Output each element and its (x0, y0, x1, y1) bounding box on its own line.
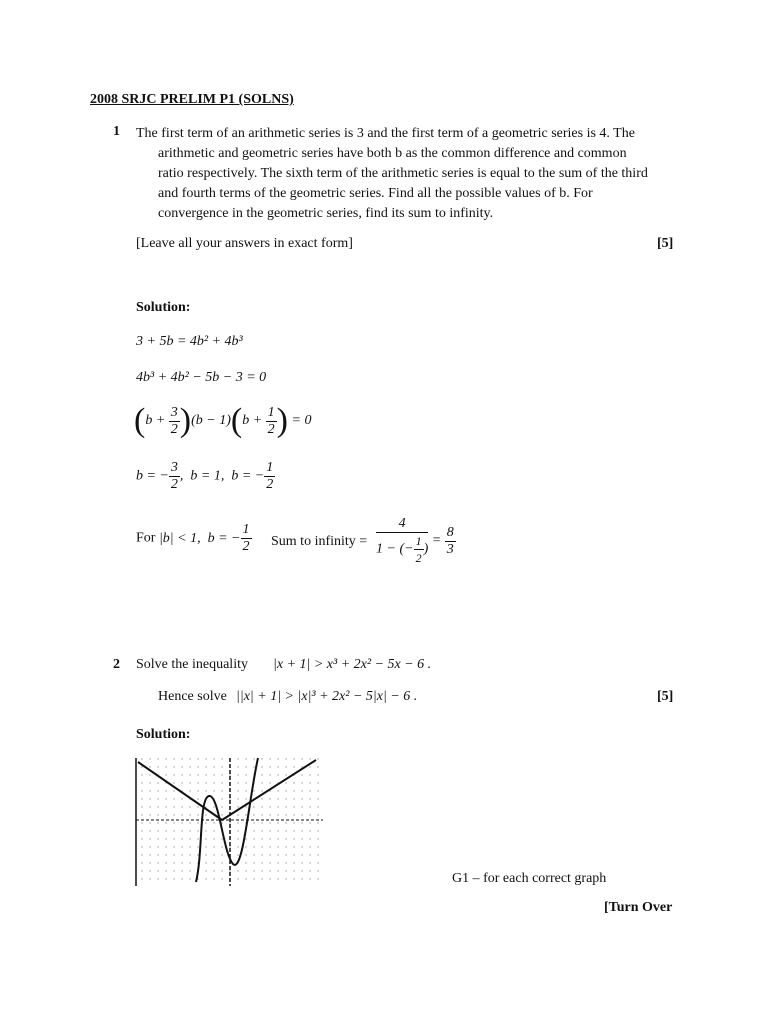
graph-note: G1 – for each correct graph (452, 871, 607, 886)
q1-convergence: For |b| < 1, b = − $\frac{1}{2}$ (136, 522, 250, 554)
solution-graph (133, 758, 323, 886)
q1-for-label: For (136, 530, 156, 546)
q2-prompt: Solve the inequality (136, 657, 248, 672)
q1-instruction: [Leave all your answers in exact form] (136, 236, 353, 251)
q1-sum-value: 4 1 − (− $\frac{1}{2}$ ) = $\frac{8}{3}$ (376, 516, 454, 565)
q1-roots: b = − $\frac{3}{2}$ , b = 1, b = − $\frac{1}{2}$ (136, 460, 274, 492)
q2-hence: Hence solve (158, 689, 227, 704)
q1-equation-2: 4b³ + 4b² − 5b − 3 = 0 (136, 370, 267, 385)
q2-solution-label: Solution: (136, 727, 191, 742)
q1-sum-label: Sum to infinity = (271, 534, 368, 549)
question-2-number: 2 (113, 657, 120, 672)
q1-marks: [5] (657, 236, 674, 251)
q1-line-5: convergence in the geometric series, find its sum to infinity. (158, 206, 494, 221)
question-1-number: 1 (113, 124, 120, 139)
q1-line-4: and fourth terms of the geometric series. Find all the possible values of b. For (158, 186, 593, 201)
q2-marks: [5] (657, 689, 674, 704)
q1-solution-label: Solution: (136, 300, 191, 315)
q1-equation-1: 3 + 5b = 4b² + 4b³ (136, 334, 243, 349)
q1-line-1: The first term of an arithmetic series is 3 and the first term of a geometric series is 4. The (136, 126, 635, 141)
turn-over: [Turn Over (604, 900, 673, 915)
q2-hence-inequality: ||x| + 1| > |x|³ + 2x² − 5|x| − 6 . (236, 689, 418, 704)
q1-line-2: arithmetic and geometric series have both b as the common difference and common (158, 146, 627, 161)
question-1-text (136, 124, 677, 224)
page-title: 2008 SRJC PRELIM P1 (SOLNS) (90, 92, 294, 107)
q1-line-3: ratio respectively. The sixth term of the arithmetic series is equal to the sum of the third (158, 166, 648, 181)
q2-inequality: |x + 1| > x³ + 2x² − 5x − 6 . (273, 657, 432, 672)
q1-equation-3: (b + $\frac{3}{2}$ )(b − 1)(b + $\frac{1}{2}$ ) = 0 (134, 402, 312, 439)
